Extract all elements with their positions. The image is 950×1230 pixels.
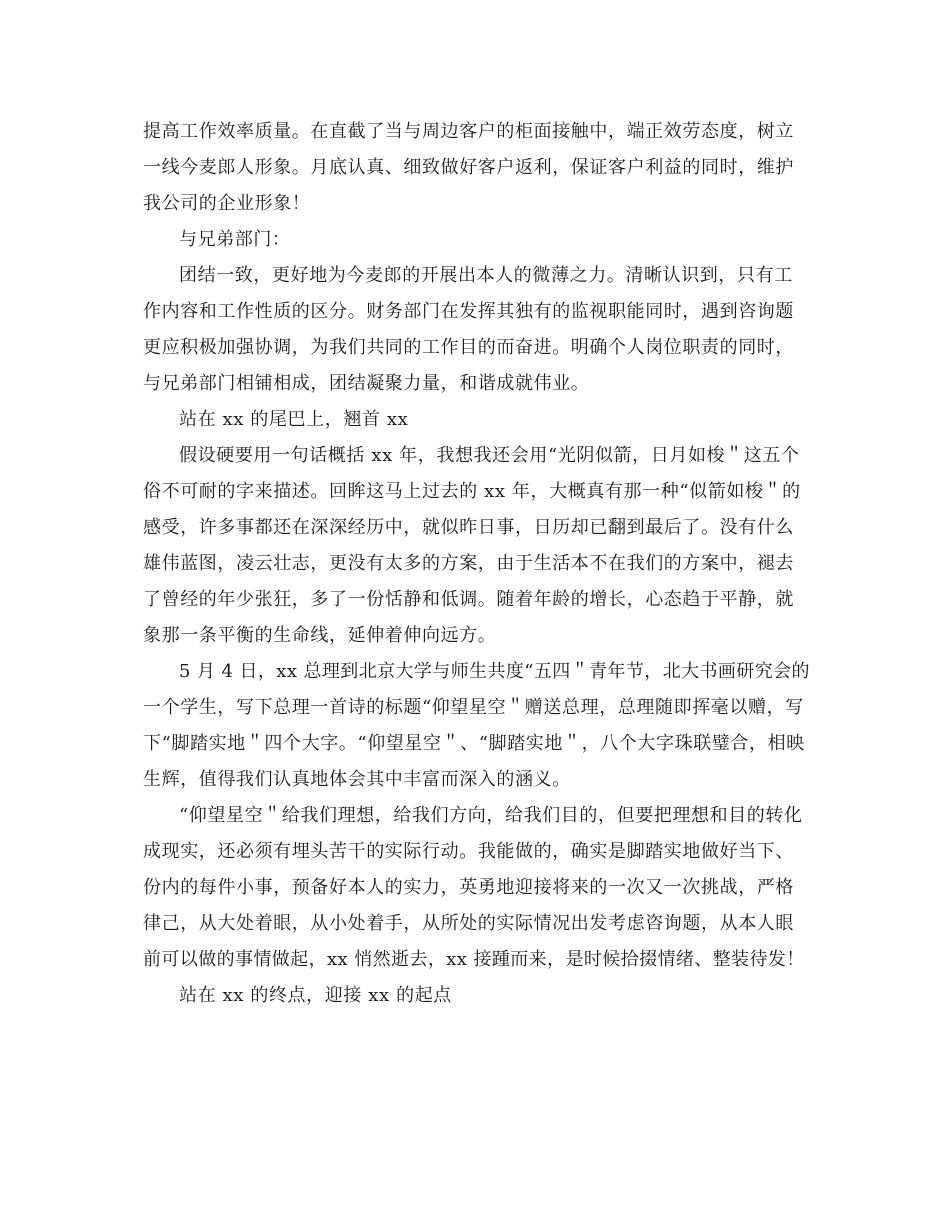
text-line: 更应积极加强协调，为我们共同的工作目的而奋进。明确个人岗位职责的同时， (143, 337, 794, 358)
text-line: 感受，许多事都还在深深经历中，就似昨日事，日历却已翻到最后了。没有什么 (143, 517, 794, 538)
text-line: 作内容和工作性质的区分。财务部门在发挥其独有的监视职能同时，遇到咨询题 (143, 301, 794, 322)
text-line: 团结一致，更好地为今麦郎的开展出本人的微薄之力。清晰认识到，只有工 (179, 265, 793, 286)
text-line: 雄伟蓝图，凌云壮志，更没有太多的方案，由于生活本不在我们的方案中，褪去 (143, 553, 794, 574)
text-line: 俗不可耐的字来描述。回眸这马上过去的 xx 年，大概真有那一种“似箭如梭＂的 (143, 481, 801, 502)
text-line: 假设硬要用一句话概括 xx 年，我想我还会用“光阴似箭，日月如梭＂这五个 (179, 445, 800, 466)
text-line: 生辉，值得我们认真地体会其中丰富而深入的涵义。 (143, 769, 571, 790)
section-heading: 与兄弟部门： (179, 229, 291, 250)
text-line: 成现实，还必须有埋头苦干的实际行动。我能做的，确实是脚踏实地做好当下、 (143, 841, 794, 862)
section-heading: 站在 xx 的终点，迎接 xx 的起点 (179, 985, 452, 1006)
text-line: 我公司的企业形象！ (143, 193, 311, 214)
text-line: 一线今麦郎人形象。月底认真、细致做好客户返利，保证客户利益的同时，维护 (143, 157, 794, 178)
text-line: 律己，从大处着眼，从小处着手，从所处的实际情况出发考虑咨询题，从本人眼 (143, 913, 794, 934)
section-heading: 站在 xx 的尾巴上，翘首 xx (179, 409, 409, 430)
text-line: 份内的每件小事，预备好本人的实力，英勇地迎接将来的一次又一次挑战，严格 (143, 877, 794, 898)
text-line: 提高工作效率质量。在直截了当与周边客户的柜面接触中，端正效劳态度，树立 (143, 121, 794, 142)
text-line: 5 月 4 日，xx 总理到北京大学与师生共度“五四＂青年节，北大书画研究会的 (179, 661, 810, 682)
text-line: 下“脚踏实地＂四个大字。“仰望星空＂、“脚踏实地＂，八个大字珠联璧合，相映 (143, 733, 805, 754)
text-line: 与兄弟部门相铺相成，团结凝聚力量，和谐成就伟业。 (143, 373, 590, 394)
text-line: 了曾经的年少张狂，多了一份恬静和低调。随着年龄的增长，心态趋于平静，就 (143, 589, 794, 610)
text-line: “仰望星空＂给我们理想，给我们方向，给我们目的，但要把理想和目的转化 (179, 805, 803, 826)
text-line: 前可以做的事情做起，xx 悄然逝去，xx 接踵而来，是时候拾掇情绪、整装待发！ (143, 949, 805, 970)
text-line: 一个学生，写下总理一首诗的标题“仰望星空＂赠送总理，总理随即挥毫以赠，写 (143, 697, 804, 718)
text-line: 象那一条平衡的生命线，延伸着伸向远方。 (143, 625, 497, 646)
